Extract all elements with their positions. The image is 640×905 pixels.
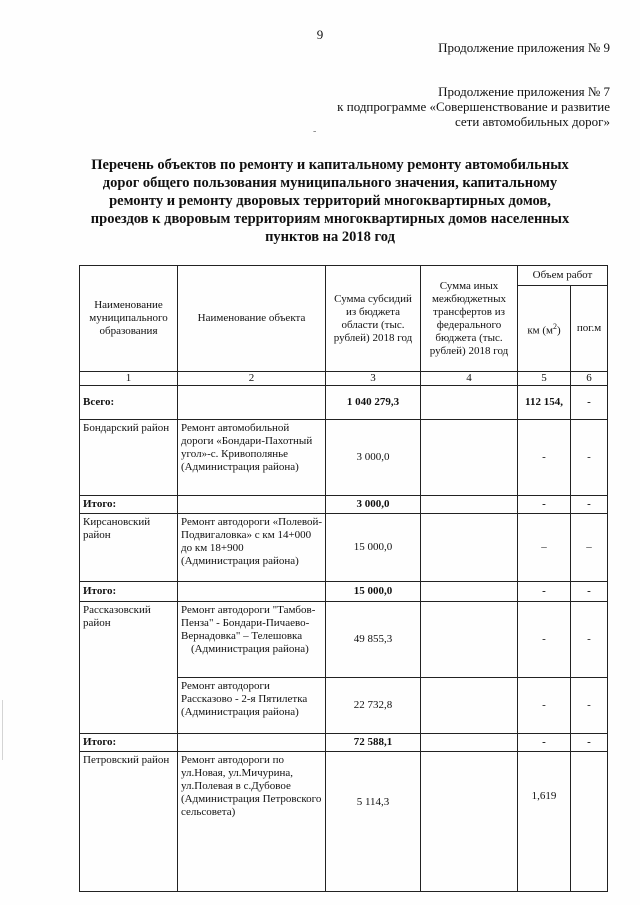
scan-edge-mark xyxy=(2,700,3,760)
total-row xyxy=(80,386,608,420)
continuation-line-2: к подпрограмме «Совершенствование и развитие xyxy=(337,99,610,114)
header-km-sup: 2 xyxy=(553,321,557,331)
col-number: 5 xyxy=(518,372,571,386)
subsidy-value: 49 855,3 xyxy=(326,602,421,678)
col-number: 3 xyxy=(326,372,421,386)
municipality-bondarsky: Бондарский район xyxy=(80,420,178,496)
pogm-value: - xyxy=(571,420,608,496)
empty-cell xyxy=(421,420,518,496)
subtotal-pogm: - xyxy=(571,734,608,752)
col-number: 2 xyxy=(178,372,326,386)
km-value: 1,619 xyxy=(518,752,571,892)
subtotal-label: Итого: xyxy=(80,582,178,602)
continuation-appendix-7 xyxy=(337,84,610,129)
object-name: Ремонт автодороги Рассказово - 2-я Пятилетка (Администрация района) xyxy=(178,678,326,734)
continuation-appendix-9: Продолжение приложения № 9 xyxy=(438,40,610,55)
title-line-1: Перечень объектов по ремонту и капитальному ремонту автомобильных xyxy=(91,157,569,173)
header-row xyxy=(80,266,608,286)
title-line-3: ремонту и ремонту дворовых территорий многоквартирных домов, xyxy=(109,193,551,209)
pogm-value: – xyxy=(571,514,608,582)
object-name xyxy=(178,602,326,678)
header-km xyxy=(518,286,571,372)
table-row xyxy=(80,420,608,496)
subtotal-label: Итого: xyxy=(80,496,178,514)
municipality-kirsanovsky: Кирсановский район xyxy=(80,514,178,582)
col-number: 6 xyxy=(571,372,608,386)
object-admin-text: (Администрация района) xyxy=(191,643,309,655)
header-km-close: ) xyxy=(557,324,561,337)
total-subsidy: 1 040 279,3 xyxy=(326,386,421,420)
objects-table xyxy=(79,265,608,892)
empty-cell xyxy=(421,752,518,892)
subtotal-row xyxy=(80,496,608,514)
object-name: Ремонт автодороги по ул.Новая, ул.Мичурина, ул.Полевая в с.Дубовое (Администрация Петровского сельсовета) xyxy=(178,752,326,892)
subtotal-pogm: - xyxy=(571,582,608,602)
subtotal-row xyxy=(80,582,608,602)
subtotal-subsidy: 72 588,1 xyxy=(326,734,421,752)
document-title xyxy=(80,156,580,246)
empty-cell xyxy=(421,386,518,420)
empty-cell xyxy=(421,678,518,734)
empty-cell xyxy=(178,582,326,602)
table-row xyxy=(80,514,608,582)
subtotal-km: - xyxy=(518,582,571,602)
subsidy-value: 3 000,0 xyxy=(326,420,421,496)
col-number: 4 xyxy=(421,372,518,386)
municipality-rasskazovsky: Рассказовский район xyxy=(80,602,178,734)
total-pogm: - xyxy=(571,386,608,420)
continuation-line-1: Продолжение приложения № 7 xyxy=(438,84,610,99)
table-row xyxy=(80,752,608,892)
subtotal-subsidy: 15 000,0 xyxy=(326,582,421,602)
total-label: Всего: xyxy=(80,386,178,420)
subtotal-subsidy: 3 000,0 xyxy=(326,496,421,514)
subsidy-value: 15 000,0 xyxy=(326,514,421,582)
continuation-line-3: сети автомобильных дорог» xyxy=(454,114,610,129)
subtotal-label: Итого: xyxy=(80,734,178,752)
title-line-2: дорог общего пользования муниципального значения, капитальному xyxy=(102,175,558,191)
empty-cell xyxy=(178,734,326,752)
object-name-text: Ремонт автодороги "Тамбов-Пенза" - Бондари-Пичаево-Вернадовка" – Телешовка xyxy=(181,604,316,642)
table-row xyxy=(80,602,608,678)
empty-cell xyxy=(421,514,518,582)
km-value: – xyxy=(518,514,571,582)
stray-mark: - xyxy=(313,126,317,137)
pogm-value xyxy=(571,752,608,892)
title-line-4: проездов к дворовым территориям многоквартирных домов населенных xyxy=(90,211,570,227)
header-subsidy: Сумма субсидий из бюджета области (тыс. рублей) 2018 год xyxy=(326,266,421,372)
pogm-value: - xyxy=(571,678,608,734)
municipality-petrovsky: Петровский район xyxy=(80,752,178,892)
km-value: - xyxy=(518,420,571,496)
empty-cell xyxy=(421,582,518,602)
subtotal-pogm: - xyxy=(571,496,608,514)
empty-cell xyxy=(421,602,518,678)
object-name: Ремонт автодороги «Полевой-Подвигаловка» с км 14+000 до км 18+900 (Администрация района) xyxy=(178,514,326,582)
object-name: Ремонт автомобильной дороги «Бондари-Пахотный угол»-с. Кривополянье (Администрация района) xyxy=(178,420,326,496)
header-volume: Объем работ xyxy=(518,266,608,286)
pogm-value: - xyxy=(571,602,608,678)
subsidy-value: 5 114,3 xyxy=(326,752,421,892)
col-number: 1 xyxy=(80,372,178,386)
subsidy-value: 22 732,8 xyxy=(326,678,421,734)
subtotal-km: - xyxy=(518,496,571,514)
column-numbers-row xyxy=(80,372,608,386)
header-municipality: Наименование муниципального образования xyxy=(80,266,178,372)
km-value: - xyxy=(518,678,571,734)
km-value: - xyxy=(518,602,571,678)
empty-cell xyxy=(421,496,518,514)
header-transfers: Сумма иных межбюджетных трансфертов из федерального бюджета (тыс. рублей) 2018 год xyxy=(421,266,518,372)
title-line-5: пунктов на 2018 год xyxy=(265,229,395,245)
header-km-text: км (м xyxy=(527,324,553,337)
total-km: 112 154, xyxy=(518,386,571,420)
subtotal-row xyxy=(80,734,608,752)
subtotal-km: - xyxy=(518,734,571,752)
empty-cell xyxy=(178,496,326,514)
page-number: 9 xyxy=(316,27,324,42)
header-pogm: пог.м xyxy=(571,286,608,372)
empty-cell xyxy=(421,734,518,752)
empty-cell xyxy=(178,386,326,420)
header-object: Наименование объекта xyxy=(178,266,326,372)
